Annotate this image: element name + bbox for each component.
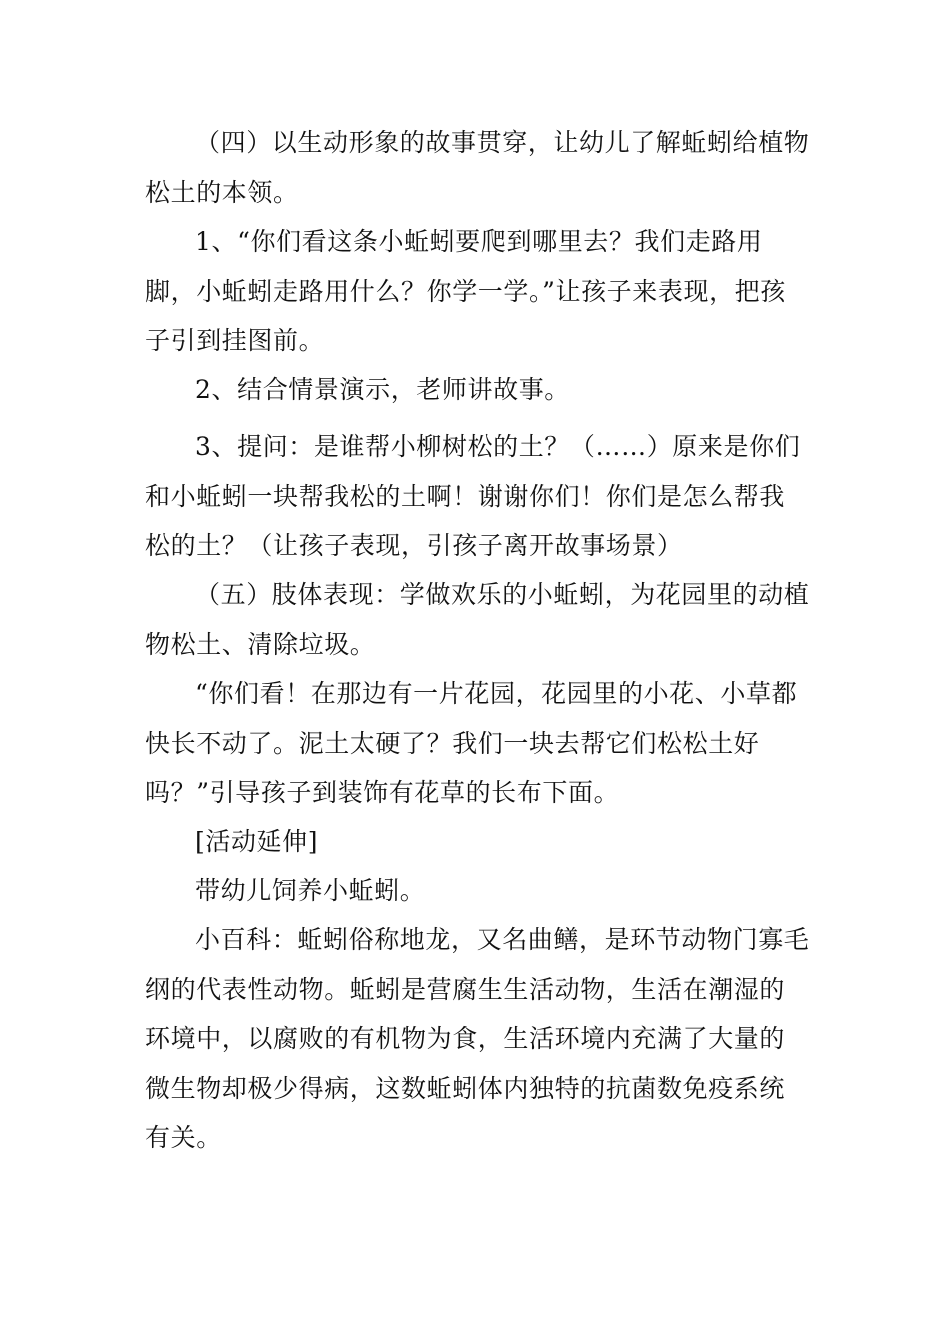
paragraph-step-one: 1、“你们看这条小蚯蚓要爬到哪里去？我们走路用脚，小蚯蚓走路用什么？你学一学。”让孩子来表现，把孩子引到挂图前。 <box>145 227 786 355</box>
paragraph-section-five: （五）肢体表现：学做欢乐的小蚯蚓，为花园里的动植物松土、清除垃圾。 <box>145 580 810 659</box>
paragraph-activity-extension-heading: [活动延伸] <box>195 827 319 856</box>
paragraph-garden-quote: “你们看！在那边有一片花园，花园里的小花、小草都快长不动了。泥土太硬了？我们一块去帮它们松松土好吗？”引导孩子到装饰有花草的长布下面。 <box>145 679 798 807</box>
paragraph-section-four: （四）以生动形象的故事贯穿，让幼儿了解蚯蚓给植物松土的本领。 <box>145 128 810 207</box>
paragraph-step-three: 3、提问：是谁帮小柳树松的土？（……）原来是你们和小蚯蚓一块帮我松的土啊！谢谢你们！你们是怎么帮我松的土？（让孩子表现，引孩子离开故事场景） <box>145 432 801 560</box>
paragraph-encyclopedia-note: 小百科：蚯蚓俗称地龙，又名曲鳝，是环节动物门寡毛纲的代表性动物。蚯蚓是营腐生生活动物，生活在潮湿的环境中，以腐败的有机物为食，生活环境内充满了大量的微生物却极少得病，这数蚯蚓体内独特的抗菌数免疫系统有关。 <box>145 925 810 1152</box>
paragraph-step-two: 2、结合情景演示，老师讲故事。 <box>195 375 570 404</box>
paragraph-activity-extension: 带幼儿饲养小蚯蚓。 <box>195 876 426 905</box>
